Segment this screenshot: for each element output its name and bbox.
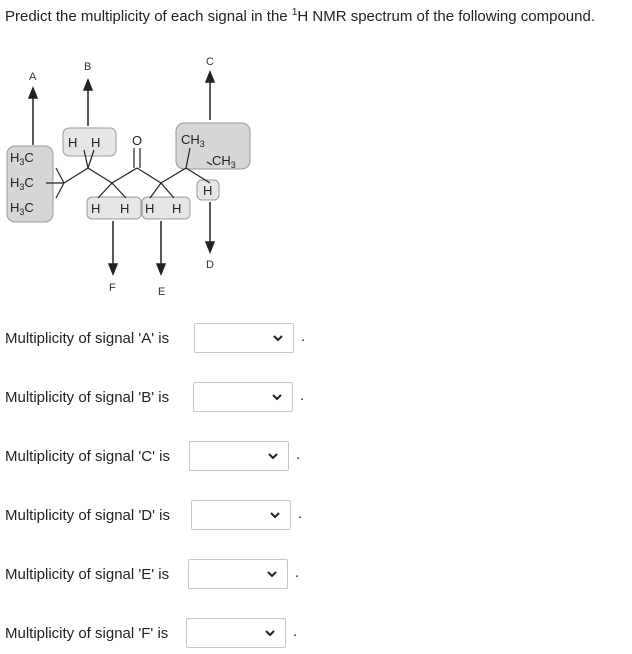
question-row-C <box>5 441 170 471</box>
atom-h-E2: H <box>172 201 182 216</box>
question-superscript: 1 <box>291 7 298 18</box>
question-row-D <box>5 500 170 530</box>
signal-label-A: A <box>29 71 37 83</box>
atom-ch3-2: $CH_3$ <box>212 153 236 170</box>
atom-h3c-1: $H_3C$ <box>10 150 34 167</box>
period-C: . <box>296 446 301 463</box>
signal-label-B: B <box>84 61 92 73</box>
period-B: . <box>300 387 305 404</box>
question-label-E: Multiplicity of signal 'E' is <box>5 565 170 583</box>
multiplicity-select-E[interactable] <box>188 559 288 589</box>
question-label-C: Multiplicity of signal 'C' is <box>5 447 170 465</box>
period-D: . <box>298 505 303 522</box>
atom-h-B2: H <box>91 135 101 150</box>
multiplicity-select-F[interactable] <box>186 618 286 648</box>
atom-h-F2: H <box>120 201 130 216</box>
question-label-B: Multiplicity of signal 'B' is <box>5 388 170 406</box>
signal-label-D: D <box>206 259 214 271</box>
question-row-A <box>5 323 169 353</box>
multiplicity-select-D[interactable] <box>191 500 291 530</box>
period-A: . <box>301 328 306 345</box>
chevron-down-icon <box>268 508 282 522</box>
multiplicity-select-C[interactable] <box>189 441 289 471</box>
atom-h-B1: H <box>68 135 78 150</box>
atom-h3c-3: $H_3C$ <box>10 200 34 217</box>
question-label-A: Multiplicity of signal 'A' is <box>5 329 170 347</box>
atom-h3c-2: $H_3C$ <box>10 175 34 192</box>
signal-arrows <box>29 72 214 274</box>
atom-ch3-1: $CH_3$ <box>181 132 205 149</box>
question-row-F <box>5 618 168 648</box>
signal-label-E: E <box>158 286 166 298</box>
atom-h-E1: H <box>145 201 155 216</box>
atom-h-D: H <box>203 183 213 198</box>
question-text <box>5 7 595 25</box>
question-row-E <box>5 559 169 589</box>
multiplicity-select-B[interactable] <box>193 382 293 412</box>
chevron-down-icon <box>271 331 285 345</box>
period-E: . <box>295 564 300 581</box>
question-suffix: H NMR spectrum of the following compound. <box>297 8 596 25</box>
question-label-F: Multiplicity of signal 'F' is <box>5 624 169 642</box>
multiplicity-select-A[interactable] <box>194 323 294 353</box>
chevron-down-icon <box>265 567 279 581</box>
chevron-down-icon <box>270 390 284 404</box>
signal-label-F: F <box>109 282 116 294</box>
chevron-down-icon <box>263 626 277 640</box>
signal-label-C: C <box>206 56 214 68</box>
atom-h-F1: H <box>91 201 101 216</box>
molecule-diagram <box>0 50 300 300</box>
period-F: . <box>293 623 298 640</box>
question-prefix: Predict the multiplicity of each signal in the <box>5 8 292 25</box>
question-row-B <box>5 382 169 412</box>
atom-o: O <box>132 133 143 148</box>
question-label-D: Multiplicity of signal 'D' is <box>5 506 170 524</box>
chevron-down-icon <box>266 449 280 463</box>
